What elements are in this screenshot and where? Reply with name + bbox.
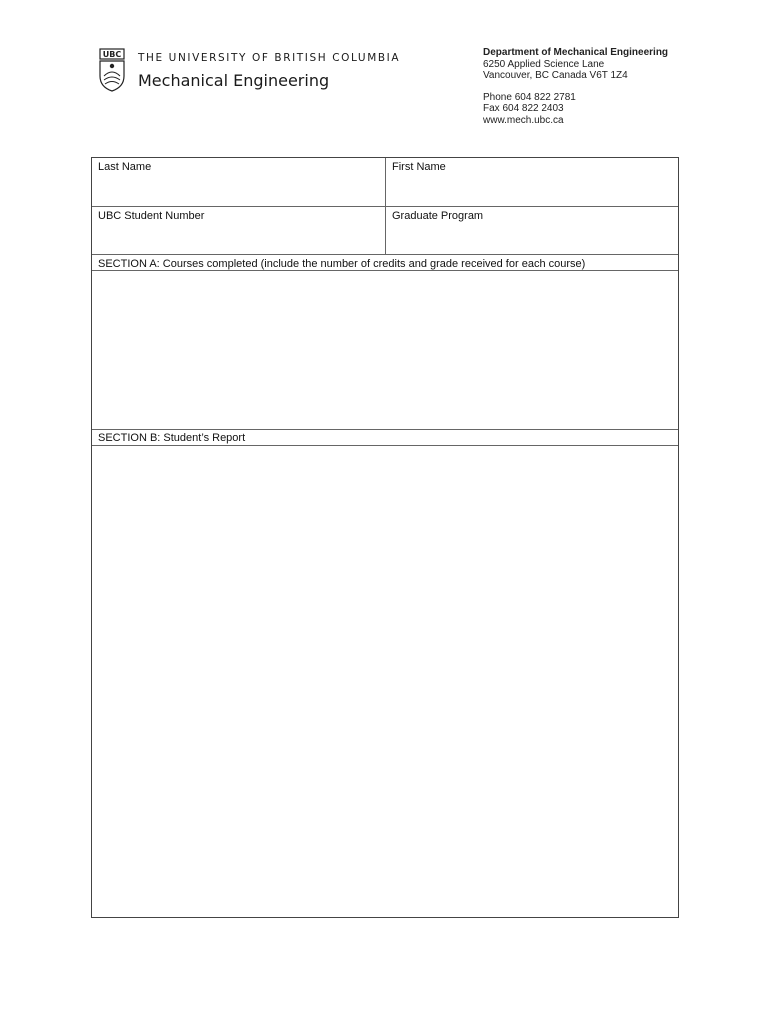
section-divider [92, 429, 678, 430]
first-name-field[interactable] [386, 158, 678, 206]
section-a-input-area[interactable] [92, 271, 678, 429]
svg-text:UBC: UBC [102, 50, 122, 59]
first-name-label: First Name [392, 161, 446, 173]
address-website: www.mech.ubc.ca [483, 114, 564, 126]
university-name: THE UNIVERSITY OF BRITISH COLUMBIA [138, 52, 401, 64]
row-divider [92, 254, 678, 255]
application-form [91, 157, 679, 918]
student-number-field[interactable] [92, 207, 386, 254]
address-department-name: Department of Mechanical Engineering [483, 47, 669, 58]
address-street: 6250 Applied Science Lane [483, 58, 605, 70]
graduate-program-label: Graduate Program [392, 210, 484, 222]
last-name-field[interactable] [92, 158, 386, 206]
address-city: Vancouver, BC Canada V6T 1Z4 [483, 70, 628, 81]
section-a-heading: SECTION A: Courses completed (include the number of credits and grade received for each course) [98, 258, 586, 270]
section-b-input-area[interactable] [92, 446, 678, 916]
ubc-crest-logo [99, 48, 125, 92]
last-name-label: Last Name [98, 161, 152, 173]
address-phone: Phone 604 822 2781 [483, 91, 576, 103]
address-fax: Fax 604 822 2403 [483, 103, 564, 114]
department-title: Mechanical Engineering [138, 71, 330, 90]
section-b-heading: SECTION B: Student’s Report [98, 432, 246, 444]
address-block [483, 47, 668, 126]
column-divider [385, 158, 386, 254]
graduate-program-field[interactable] [386, 207, 678, 254]
student-number-label: UBC Student Number [98, 210, 205, 222]
